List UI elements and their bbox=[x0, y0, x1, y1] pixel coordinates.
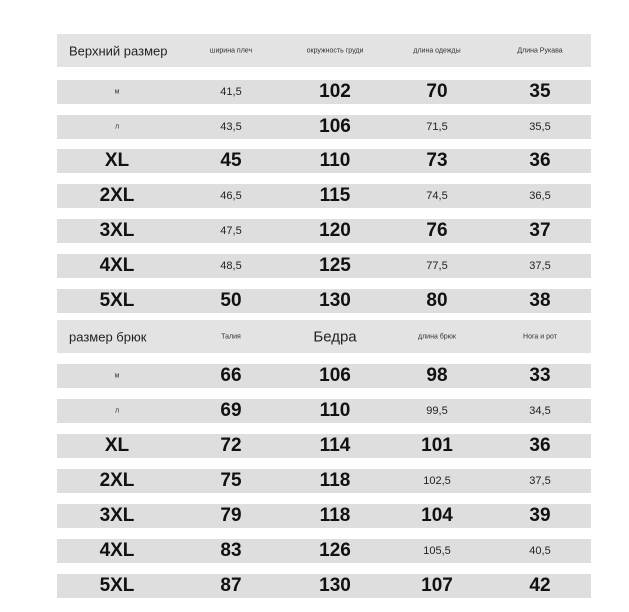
top-cell: 2XL bbox=[99, 185, 135, 206]
top-cell: 38 bbox=[529, 290, 551, 311]
top-cell: 37 bbox=[529, 220, 551, 241]
bottom-cell: 99,5 bbox=[426, 405, 448, 417]
bottom-header-0: размер брюк bbox=[69, 329, 147, 344]
top-cell: XL bbox=[104, 150, 130, 171]
top-cell: 76 bbox=[426, 220, 448, 241]
bottom-row bbox=[57, 574, 591, 598]
top-cell: 115 bbox=[319, 185, 351, 206]
bottom-header-2: Бедра bbox=[313, 328, 357, 345]
bottom-cell: 107 bbox=[421, 575, 453, 596]
bottom-cell: 42 bbox=[529, 575, 551, 596]
bottom-cell: 69 bbox=[220, 400, 242, 421]
bottom-cell: XL bbox=[104, 435, 130, 456]
bottom-cell: 87 bbox=[220, 575, 242, 596]
top-cell: 80 bbox=[426, 290, 448, 311]
top-cell: 43,5 bbox=[220, 121, 242, 133]
bottom-cell: 118 bbox=[319, 470, 351, 491]
bottom-row bbox=[57, 399, 591, 423]
top-cell: 4XL bbox=[99, 255, 135, 276]
top-header-4: Длина Рукава bbox=[517, 47, 563, 54]
bottom-row bbox=[57, 539, 591, 563]
top-cell: 77,5 bbox=[426, 260, 448, 272]
top-cell: 47,5 bbox=[220, 225, 242, 237]
top-cell: 120 bbox=[319, 220, 351, 241]
top-row bbox=[57, 149, 591, 173]
top-cell: 5XL bbox=[99, 290, 135, 311]
top-cell: 70 bbox=[426, 81, 448, 102]
top-cell: 41,5 bbox=[220, 86, 242, 98]
bottom-cell: 98 bbox=[426, 365, 448, 386]
bottom-cell: 34,5 bbox=[529, 405, 551, 417]
bottom-header-1: Талия bbox=[221, 333, 241, 340]
top-row bbox=[57, 254, 591, 278]
bottom-cell: 83 bbox=[220, 540, 242, 561]
top-cell: 74,5 bbox=[426, 190, 448, 202]
bottom-cell: 118 bbox=[319, 505, 351, 526]
bottom-cell: 37,5 bbox=[529, 475, 551, 487]
top-cell: м bbox=[114, 88, 120, 96]
top-cell: 45 bbox=[220, 150, 242, 171]
top-row bbox=[57, 80, 591, 104]
bottom-cell: 40,5 bbox=[529, 545, 551, 557]
top-cell: 50 bbox=[220, 290, 242, 311]
top-cell: 125 bbox=[319, 255, 351, 276]
bottom-cell: м bbox=[114, 372, 120, 380]
bottom-cell: 126 bbox=[319, 540, 351, 561]
top-cell: 46,5 bbox=[220, 190, 242, 202]
bottom-cell: 130 bbox=[319, 575, 351, 596]
bottom-cell: 33 bbox=[529, 365, 551, 386]
top-row bbox=[57, 184, 591, 208]
top-cell: 37,5 bbox=[529, 260, 551, 272]
top-cell: 130 bbox=[319, 290, 351, 311]
bottom-cell: 75 bbox=[220, 470, 242, 491]
bottom-cell: 102,5 bbox=[423, 475, 451, 487]
bottom-cell: 66 bbox=[220, 365, 242, 386]
bottom-cell: 105,5 bbox=[423, 545, 451, 557]
top-row bbox=[57, 115, 591, 139]
top-cell: 3XL bbox=[99, 220, 135, 241]
bottom-row bbox=[57, 434, 591, 458]
bottom-cell: 101 bbox=[421, 435, 453, 456]
bottom-cell: 110 bbox=[319, 400, 351, 421]
top-cell: 35 bbox=[529, 81, 551, 102]
bottom-row bbox=[57, 469, 591, 493]
top-row bbox=[57, 289, 591, 313]
top-cell: 102 bbox=[319, 81, 351, 102]
bottom-cell: 5XL bbox=[99, 575, 135, 596]
bottom-cell: 79 bbox=[220, 505, 242, 526]
bottom-header-4: Нога и рот bbox=[523, 333, 557, 340]
top-cell: 36,5 bbox=[529, 190, 551, 202]
top-cell: 73 bbox=[426, 150, 448, 171]
top-header-2: окружность груди bbox=[306, 47, 364, 54]
top-header-3: длина одежды bbox=[413, 47, 461, 54]
top-cell: 36 bbox=[529, 150, 551, 171]
bottom-cell: 114 bbox=[319, 435, 351, 456]
bottom-cell: л bbox=[114, 407, 120, 415]
bottom-row bbox=[57, 504, 591, 528]
bottom-cell: 104 bbox=[421, 505, 453, 526]
bottom-cell: 3XL bbox=[99, 505, 135, 526]
top-cell: 71,5 bbox=[426, 121, 448, 133]
bottom-cell: 39 bbox=[529, 505, 551, 526]
top-cell: 110 bbox=[319, 150, 351, 171]
top-row bbox=[57, 219, 591, 243]
bottom-row bbox=[57, 364, 591, 388]
top-header-row bbox=[57, 34, 591, 67]
top-cell: 48,5 bbox=[220, 260, 242, 272]
bottom-cell: 72 bbox=[220, 435, 242, 456]
top-header-1: ширина плеч bbox=[209, 47, 253, 54]
bottom-cell: 2XL bbox=[99, 470, 135, 491]
top-cell: л bbox=[114, 123, 120, 131]
top-cell: 35,5 bbox=[529, 121, 551, 133]
bottom-cell: 36 bbox=[529, 435, 551, 456]
top-header-0: Верхний размер bbox=[69, 43, 168, 58]
bottom-header-3: длина брюк bbox=[418, 333, 456, 340]
bottom-cell: 4XL bbox=[99, 540, 135, 561]
bottom-cell: 106 bbox=[319, 365, 351, 386]
top-cell: 106 bbox=[319, 116, 351, 137]
bottom-header-row bbox=[57, 320, 591, 353]
